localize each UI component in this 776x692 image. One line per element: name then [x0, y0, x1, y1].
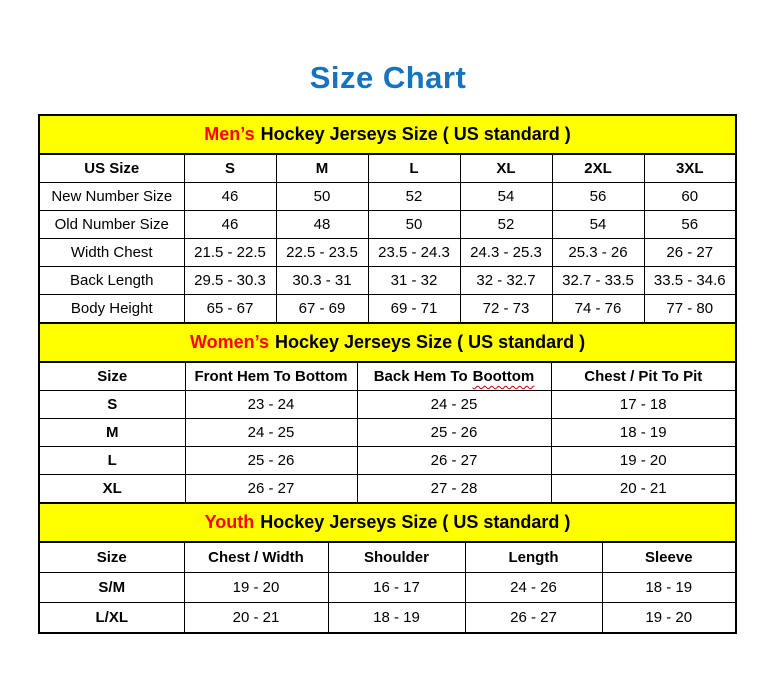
cell: 26 - 27	[644, 239, 736, 267]
cell: 52	[460, 211, 552, 239]
column-header-cell: Sleeve	[602, 542, 736, 573]
table-row	[39, 295, 736, 324]
cell: 30.3 - 31	[276, 267, 368, 295]
column-header-cell-misspelled	[357, 362, 551, 391]
row-label: Back Length	[39, 267, 184, 295]
youth-section-title-highlight: Youth	[204, 512, 255, 532]
cell: 24 - 26	[465, 573, 602, 603]
cell: 20 - 21	[184, 603, 328, 634]
row-label: Old Number Size	[39, 211, 184, 239]
cell: 67 - 69	[276, 295, 368, 324]
cell: 72 - 73	[460, 295, 552, 324]
cell: 50	[368, 211, 460, 239]
table-row	[39, 475, 736, 504]
column-header-cell: M	[276, 154, 368, 183]
cell: 26 - 27	[185, 475, 357, 504]
cell: 25.3 - 26	[552, 239, 644, 267]
youth-size-table	[38, 502, 737, 634]
column-header-text: Back Hem To	[373, 368, 468, 385]
column-header-cell: L	[368, 154, 460, 183]
cell: 22.5 - 23.5	[276, 239, 368, 267]
cell: 54	[460, 183, 552, 211]
table-row	[39, 239, 736, 267]
cell: 17 - 18	[551, 391, 736, 419]
youth-section-title-rest: Hockey Jerseys Size ( US standard )	[260, 512, 571, 532]
cell: 27 - 28	[357, 475, 551, 504]
row-label: M	[39, 419, 185, 447]
row-label: XL	[39, 475, 185, 504]
column-header-cell: Length	[465, 542, 602, 573]
cell: 26 - 27	[465, 603, 602, 634]
table-row	[39, 447, 736, 475]
column-header-cell: Size	[39, 362, 185, 391]
size-chart-tables	[38, 114, 735, 634]
column-header-cell: S	[184, 154, 276, 183]
column-header-cell: 2XL	[552, 154, 644, 183]
column-header-cell: Size	[39, 542, 184, 573]
cell: 65 - 67	[184, 295, 276, 324]
womens-section-title-highlight: Women’s	[189, 332, 269, 352]
cell: 20 - 21	[551, 475, 736, 504]
cell: 32.7 - 33.5	[552, 267, 644, 295]
mens-column-header-row	[39, 154, 736, 183]
column-header-cell: 3XL	[644, 154, 736, 183]
column-header-cell: Shoulder	[328, 542, 465, 573]
table-row	[39, 391, 736, 419]
cell: 56	[552, 183, 644, 211]
womens-column-header-row	[39, 362, 736, 391]
youth-column-header-row	[39, 542, 736, 573]
youth-section-header-row	[39, 503, 736, 542]
row-label: New Number Size	[39, 183, 184, 211]
cell: 29.5 - 30.3	[184, 267, 276, 295]
womens-section-header-row	[39, 323, 736, 362]
column-header-cell: Chest / Width	[184, 542, 328, 573]
cell: 32 - 32.7	[460, 267, 552, 295]
womens-section-title	[39, 323, 736, 362]
table-row	[39, 183, 736, 211]
cell: 77 - 80	[644, 295, 736, 324]
cell: 31 - 32	[368, 267, 460, 295]
cell: 69 - 71	[368, 295, 460, 324]
table-row	[39, 211, 736, 239]
column-header-cell: Chest / Pit To Pit	[551, 362, 736, 391]
cell: 46	[184, 211, 276, 239]
cell: 19 - 20	[551, 447, 736, 475]
cell: 19 - 20	[184, 573, 328, 603]
column-header-cell: US Size	[39, 154, 184, 183]
cell: 23 - 24	[185, 391, 357, 419]
table-row	[39, 603, 736, 634]
cell: 56	[644, 211, 736, 239]
mens-section-title	[39, 115, 736, 154]
misspelled-word-squiggle: Boottom	[472, 368, 535, 385]
table-row	[39, 419, 736, 447]
cell: 26 - 27	[357, 447, 551, 475]
cell: 18 - 19	[551, 419, 736, 447]
column-header-cell: XL	[460, 154, 552, 183]
cell: 74 - 76	[552, 295, 644, 324]
youth-section-title	[39, 503, 736, 542]
cell: 25 - 26	[185, 447, 357, 475]
cell: 60	[644, 183, 736, 211]
row-label: L	[39, 447, 185, 475]
row-label: L/XL	[39, 603, 184, 634]
cell: 19 - 20	[602, 603, 736, 634]
mens-section-title-rest: Hockey Jerseys Size ( US standard )	[260, 124, 571, 144]
cell: 50	[276, 183, 368, 211]
table-row	[39, 267, 736, 295]
mens-section-header-row	[39, 115, 736, 154]
womens-size-table	[38, 322, 737, 504]
cell: 52	[368, 183, 460, 211]
cell: 21.5 - 22.5	[184, 239, 276, 267]
cell: 23.5 - 24.3	[368, 239, 460, 267]
column-header-cell: Front Hem To Bottom	[185, 362, 357, 391]
row-label: Width Chest	[39, 239, 184, 267]
row-label: Body Height	[39, 295, 184, 324]
row-label: S	[39, 391, 185, 419]
cell: 16 - 17	[328, 573, 465, 603]
cell: 48	[276, 211, 368, 239]
page-title: Size Chart	[309, 60, 467, 95]
cell: 46	[184, 183, 276, 211]
cell: 18 - 19	[602, 573, 736, 603]
cell: 33.5 - 34.6	[644, 267, 736, 295]
row-label: S/M	[39, 573, 184, 603]
cell: 24 - 25	[185, 419, 357, 447]
table-row	[39, 573, 736, 603]
cell: 24 - 25	[357, 391, 551, 419]
cell: 54	[552, 211, 644, 239]
cell: 25 - 26	[357, 419, 551, 447]
cell: 18 - 19	[328, 603, 465, 634]
womens-section-title-rest: Hockey Jerseys Size ( US standard )	[274, 332, 586, 352]
mens-section-title-highlight: Men’s	[204, 124, 255, 144]
cell: 24.3 - 25.3	[460, 239, 552, 267]
mens-size-table	[38, 114, 737, 324]
